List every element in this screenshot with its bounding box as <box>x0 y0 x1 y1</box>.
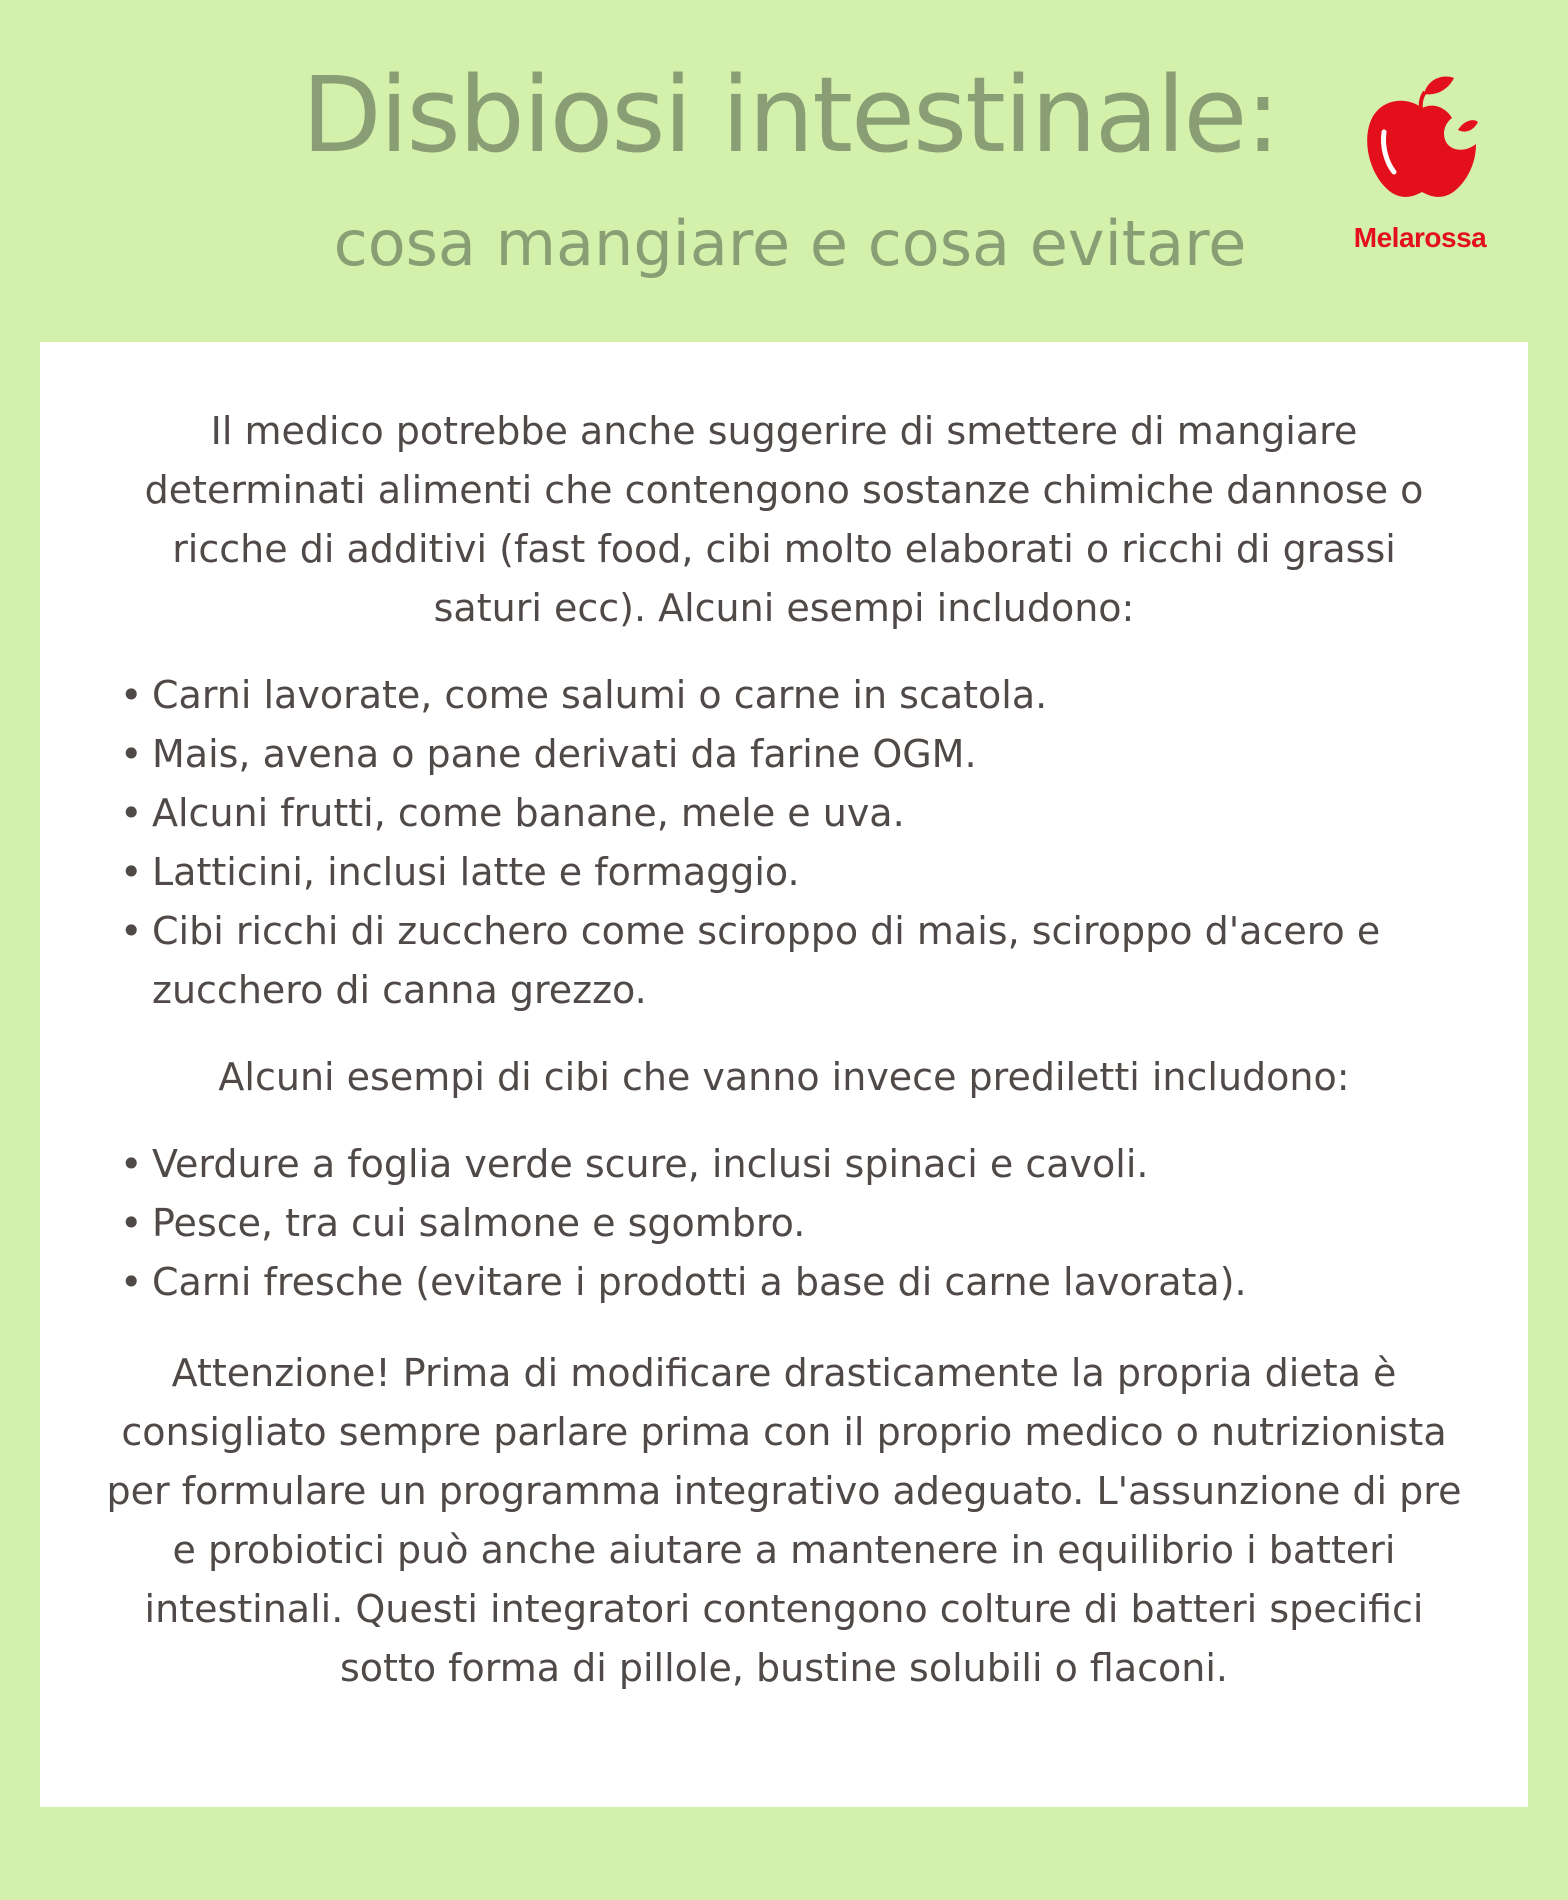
list-item: • Verdure a foglia verde scure, inclusi spinaci e cavoli. <box>120 1135 1440 1194</box>
prefer-intro: Alcuni esempi di cibi che vanno invece prediletti includono: <box>218 1055 1350 1099</box>
content-body <box>40 402 1528 1698</box>
list-item: • Alcuni frutti, come banane, mele e uva. <box>120 784 1440 843</box>
prefer-list <box>40 1135 1440 1312</box>
logo-text: Melarossa <box>1353 222 1487 253</box>
list-item: • Cibi ricchi di zucchero come sciroppo di mais, sciroppo d'acero e zucchero di canna grezzo. <box>120 902 1432 1020</box>
list-item: • Carni lavorate, come salumi o carne in scatola. <box>120 666 1440 725</box>
list-item: • Mais, avena o pane derivati da farine OGM. <box>120 725 1440 784</box>
page-subtitle: cosa mangiare e cosa evitare <box>333 207 1247 280</box>
list-item: • Latticini, inclusi latte e formaggio. <box>120 843 1440 902</box>
content-card <box>40 342 1528 1807</box>
apple-icon <box>1362 72 1482 207</box>
avoid-list <box>40 666 1440 1020</box>
intro-paragraph: Il medico potrebbe anche suggerire di smettere di mangiare determinati alimenti che contengono sostanze chimiche dannose o ricche di additivi (fast food, cibi molto elaborati o ricchi di grassi saturi ecc). Alcuni esempi includono: <box>144 409 1424 630</box>
page-title: Disbiosi intestinale: <box>301 54 1279 176</box>
header <box>0 0 1568 340</box>
list-item: • Carni fresche (evitare i prodotti a base di carne lavorata). <box>120 1253 1440 1312</box>
melarossa-logo[interactable] <box>1320 72 1520 262</box>
warning-paragraph: Attenzione! Prima di modificare drasticamente la propria dieta è consigliato sempre parlare prima con il proprio medico o nutrizionista per formulare un programma integrativo adeguato. L'assunzione di pre e probiotici può anche aiutare a mantenere in equilibrio i batteri intestinali. Questi integratori contengono colture di batteri specifici sotto forma di pillole, bustine solubili o flaconi. <box>106 1351 1462 1690</box>
list-item: • Pesce, tra cui salmone e sgombro. <box>120 1194 1440 1253</box>
